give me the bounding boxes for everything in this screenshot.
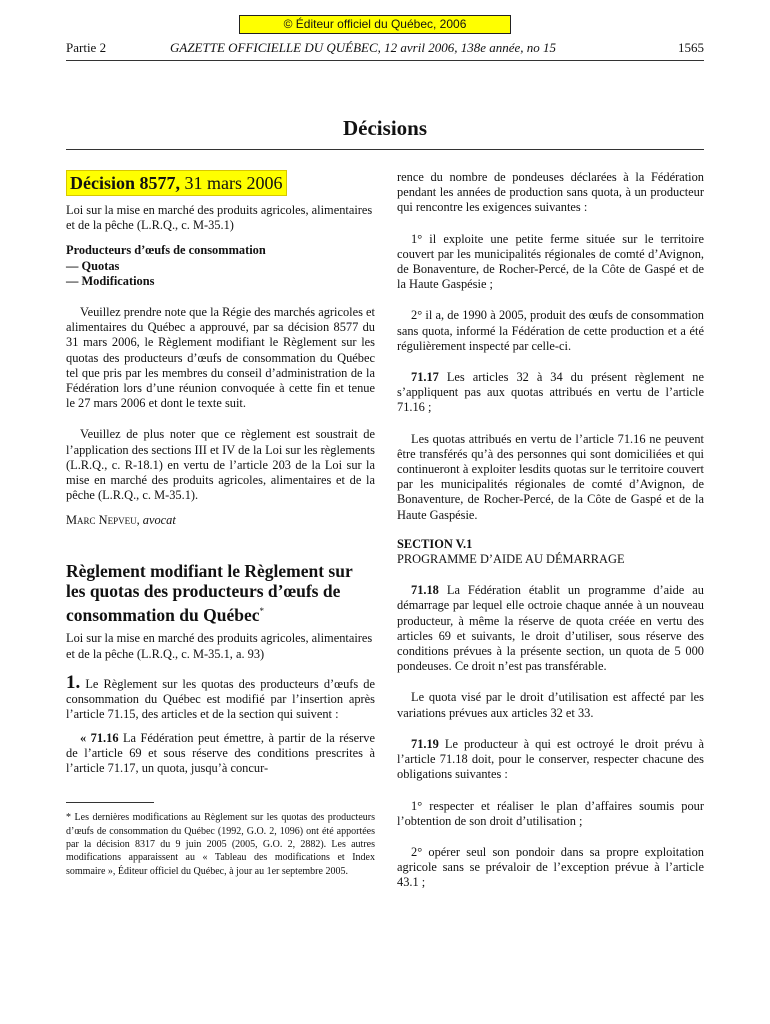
notice-paragraph-1: Veuillez prendre note que la Régie des marchés agricoles et alimentaires du Québec a approuvé, par sa décision 8577 du 31 mars 2006, le Règlement modifiant le Règlement sur les quotas des producteurs d’œufs de consommation du Québec tel que pris par les membres du conseil d’administration de la Fédération lors d’une réunion convoquée à cette fin et tenue le 27 mars 2006 et dont le texte suit. bbox=[66, 305, 375, 411]
signature: Marc Nepveu, avocat bbox=[66, 513, 176, 528]
footnote-rule bbox=[66, 802, 154, 803]
article-71-16: « 71.16 La Fédération peut émettre, à partir de la réserve de l’article 69 et sous réserve des conditions prescrites à l’article 71.17, un quota, jusqu’à concur- bbox=[66, 730, 376, 775]
right-paragraph-5: Les quotas attribués en vertu de l’article 71.16 ne peuvent être transférés qu’à des personnes qui sont domiciliées et qui continueront à exploiter lesdits quotas sur le territoire couvert par les municipalités régionales de comté d’Avignon, de Bonaventure, de Rocher-Percé, de la Côte de Gaspé et de la Haute Gaspésie. bbox=[397, 431, 704, 522]
section-rule bbox=[66, 149, 704, 150]
article-71-17: 71.17 Les articles 32 à 34 du présent règlement ne s’appliquent pas aux quotas attribués en vertu de l’article 71.16 ; bbox=[397, 370, 704, 415]
right-paragraph-10: 2° opérer seul son pondoir dans sa propre exploitation agricole sans se prévaloir de l’exception prévue à l’article 43.1 ; bbox=[397, 844, 704, 890]
article-1: 1. Le Règlement sur les quotas des producteurs d’œufs de consommation du Québec est modifié par l’insertion après l’article 71.15, des articles et de la section qui suivent : bbox=[66, 671, 375, 722]
right-paragraph-2: 1° il exploite une petite ferme située sur le territoire couvert par les municipalités régionales de comté d’Avignon, de Bonaventure, de Rocher-Percé, de la Côte de Gaspé et de la Haute Gaspésie ; bbox=[397, 231, 704, 292]
decision-heading: Décision 8577, 31 mars 2006 bbox=[66, 170, 287, 196]
article-71-19: 71.19 Le producteur à qui est octroyé le droit prévu à l’article 71.18 doit, pour le conserver, respecter chacune des obligations suivantes : bbox=[397, 736, 704, 782]
left-column bbox=[66, 170, 375, 878]
copyright-banner: © Éditeur officiel du Québec, 2006 bbox=[239, 15, 511, 34]
footnote: * Les dernières modifications au Règlement sur les quotas des producteurs d’œufs de consommation du Québec (1992, G.O. 2, 1096) ont été apportées par la décision 8317 du 9 juin 2005 (2005, G.O. 2, 2882). Les autres modifications apparaissent au « Tableau des modifications et Index sommaire », Éditeur officiel du Québec, à jour au 1er septembre 2005. bbox=[66, 812, 375, 877]
right-paragraph-3: 2° il a, de 1990 à 2005, produit des œufs de consommation sans quota, informé la Fédération de cette production et a été régulièrement inspecté par celle-ci. bbox=[397, 308, 704, 353]
article-71-18: 71.18 La Fédération établit un programme d’aide au démarrage par lequel elle octroie chaque année à un nouveau producteur, à même la réserve de quota créée en vertu des articles 69 et suivants, le droit d’utiliser, sous réserve des conditions prévues à la présente section, un quota de 5 000 pondeuses. Ce droit n’est pas transférable. bbox=[397, 583, 704, 674]
right-paragraph-9: 1° respecter et réaliser le plan d’affaires soumis pour l’obtention de son droit d’utilisation ; bbox=[397, 798, 704, 828]
gazette-title: GAZETTE OFFICIELLE DU QUÉBEC, 12 avril 2006, 138e année, no 15 bbox=[170, 40, 557, 55]
subject-block: Producteurs d’œufs de consommation — Quotas — Modifications bbox=[66, 243, 266, 288]
notice-paragraph-2: Veuillez de plus noter que ce règlement est soustrait de l’application des sections III et IV de la Loi sur les règlements (L.R.Q., c. R-18.1) en vertu de l’article 203 de la Loi sur la mise en marché des produits agricoles, alimentaires et de la pêche (L.R.Q., c. M-35.1). bbox=[66, 427, 375, 503]
right-paragraph-1: rence du nombre de pondeuses déclarées à la Fédération pendant les années de production sans quota, à un producteur qui rencontre les exigences suivantes : bbox=[397, 170, 704, 215]
right-paragraph-7: Le quota visé par le droit d’utilisation est affecté par les variations prévues aux articles 32 et 33. bbox=[397, 690, 704, 720]
law-reference-2: Loi sur la mise en marché des produits agricoles, alimentaires et de la pêche (L.R.Q., c. M-35.1, a. 93) bbox=[66, 631, 373, 661]
header-rule bbox=[66, 60, 704, 61]
law-reference: Loi sur la mise en marché des produits agricoles, alimentaires et de la pêche (L.R.Q., c. M-35.1) bbox=[66, 203, 373, 233]
part-label: Partie 2 bbox=[66, 40, 107, 55]
section-title: Décisions bbox=[343, 116, 427, 140]
page-number: 1565 bbox=[678, 40, 704, 55]
section-heading: SECTION V.1 PROGRAMME D’AIDE AU DÉMARRAGE bbox=[397, 536, 625, 567]
regulation-title: Règlement modifiant le Règlement sur les quotas des producteurs d’œufs de consommation du Québec* bbox=[66, 560, 353, 625]
right-column bbox=[397, 170, 704, 891]
